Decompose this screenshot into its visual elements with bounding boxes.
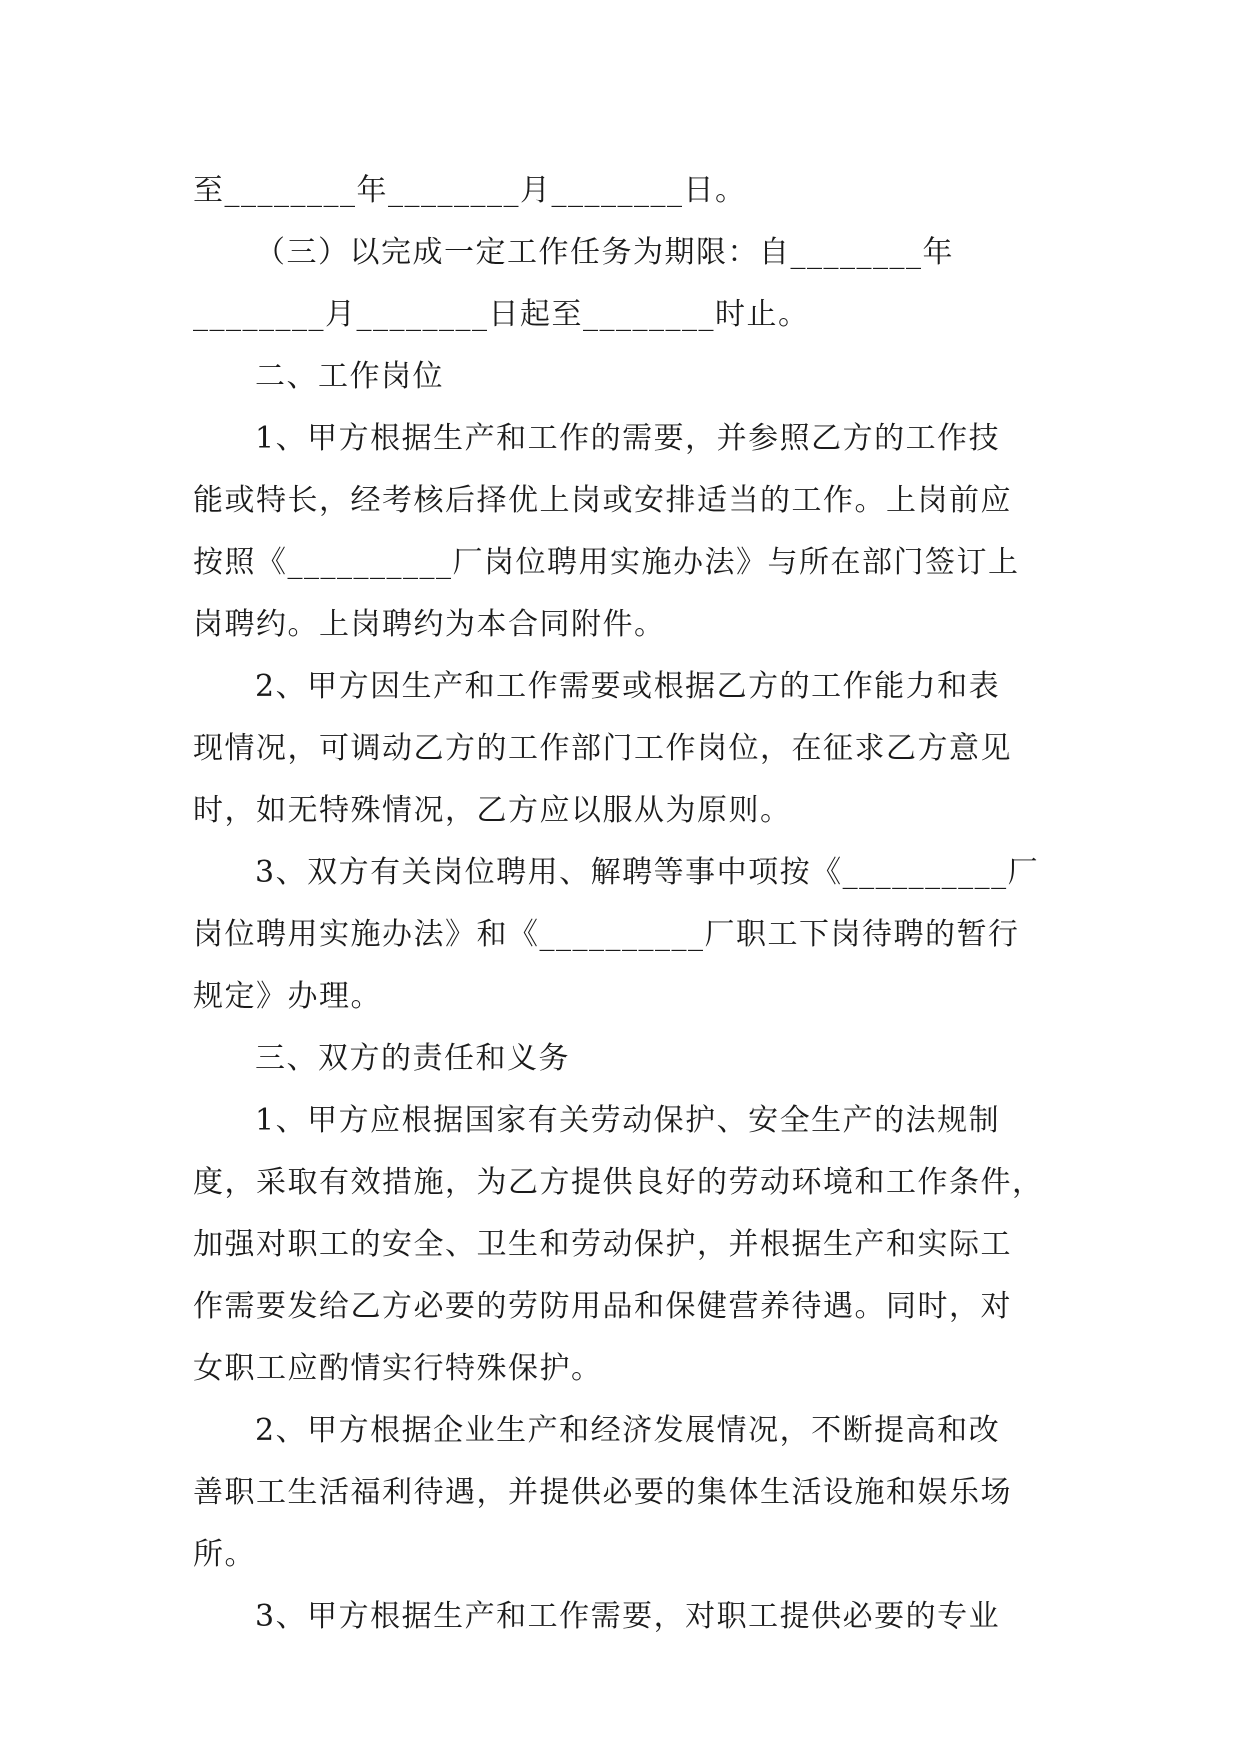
text-line: 3、甲方根据生产和工作需要，对职工提供必要的专业 bbox=[255, 1599, 1001, 1634]
text-line: 岗聘约。上岗聘约为本合同附件。 bbox=[193, 607, 666, 642]
section-heading: 二、工作岗位 bbox=[255, 359, 444, 394]
text-line: 善职工生活福利待遇，并提供必要的集体生活设施和娱乐场 bbox=[193, 1475, 1012, 1510]
text-line: 规定》办理。 bbox=[193, 979, 382, 1014]
text-line: 1、甲方根据生产和工作的需要，并参照乙方的工作技 bbox=[255, 421, 1001, 456]
text-line: 2、甲方因生产和工作需要或根据乙方的工作能力和表 bbox=[255, 669, 1001, 704]
text-line: 加强对职工的安全、卫生和劳动保护，并根据生产和实际工 bbox=[193, 1227, 1012, 1262]
text-line: 所。 bbox=[193, 1537, 256, 1572]
text-line: 按照《__________厂岗位聘用实施办法》与所在部门签订上 bbox=[193, 545, 1020, 580]
text-line: 至________年________月________日。 bbox=[193, 173, 747, 208]
text-line: 时，如无特殊情况，乙方应以服从为原则。 bbox=[193, 793, 792, 828]
text-line: 3、双方有关岗位聘用、解聘等事中项按《__________厂 bbox=[255, 855, 1040, 890]
text-line: 2、甲方根据企业生产和经济发展情况，不断提高和改 bbox=[255, 1413, 1001, 1448]
text-line: 女职工应酌情实行特殊保护。 bbox=[193, 1351, 603, 1386]
section-heading: 三、双方的责任和义务 bbox=[255, 1041, 570, 1076]
text-line: 1、甲方应根据国家有关劳动保护、安全生产的法规制 bbox=[255, 1103, 1001, 1138]
text-line: 岗位聘用实施办法》和《__________厂职工下岗待聘的暂行 bbox=[193, 917, 1020, 952]
document-page bbox=[193, 160, 1055, 1648]
text-line: 能或特长，经考核后择优上岗或安排适当的工作。上岗前应 bbox=[193, 483, 1012, 518]
text-line: 现情况，可调动乙方的工作部门工作岗位，在征求乙方意见 bbox=[193, 731, 1012, 766]
text-line: 作需要发给乙方必要的劳防用品和保健营养待遇。同时，对 bbox=[193, 1289, 1012, 1324]
text-line: （三）以完成一定工作任务为期限：自________年 bbox=[255, 235, 954, 270]
text-line: ________月________日起至________时止。 bbox=[193, 297, 810, 332]
text-line: 度，采取有效措施，为乙方提供良好的劳动环境和工作条件， bbox=[193, 1165, 1044, 1200]
